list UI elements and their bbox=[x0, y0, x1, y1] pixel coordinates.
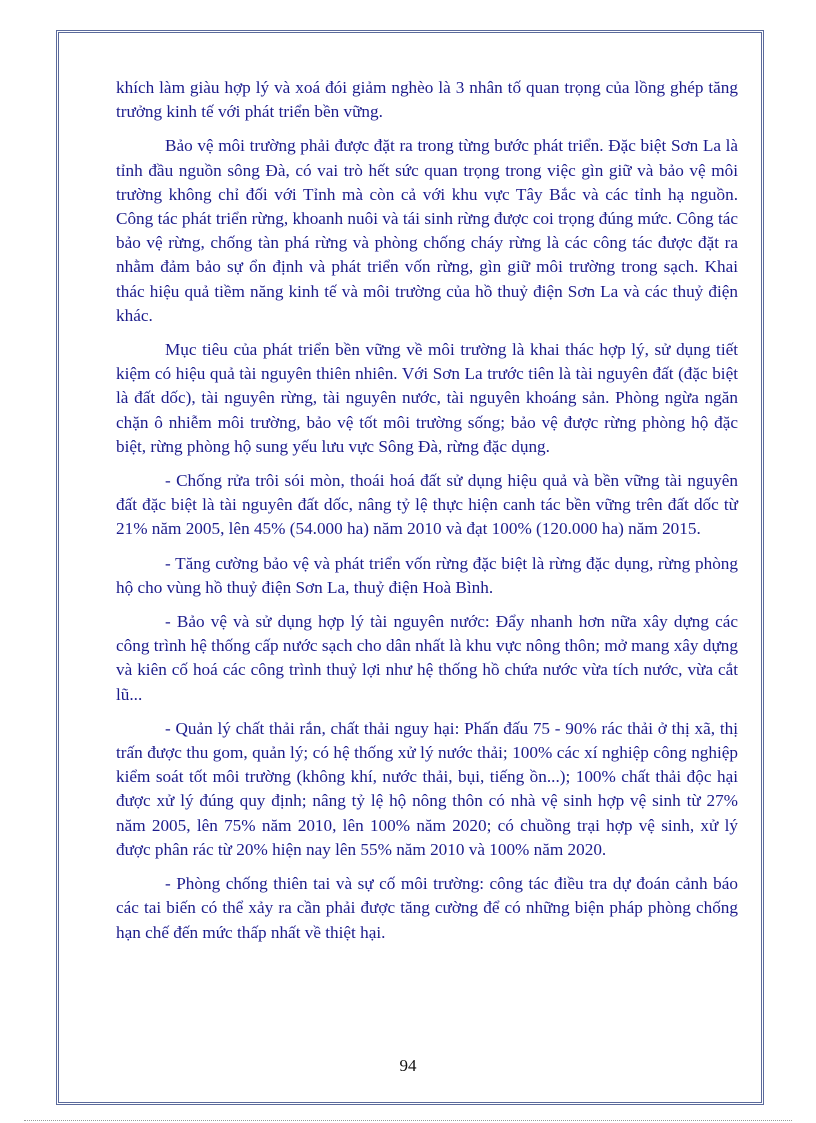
paragraph-sustainable-goal: Mục tiêu của phát triển bền vững về môi trường là khai thác hợp lý, sử dụng tiết kiệm có hiệu quả tài nguyên thiên nhiên. Với Sơn La trước tiên là tài nguyên đất (đặc biệt là đất dốc), tài nguyên rừng, tài nguyên nước, tài nguyên khoáng sản. Phòng ngừa ngăn chặn ô nhiễm môi trường, bảo vệ tốt môi trường sống; bảo vệ được rừng phòng hộ đặc biệt, rừng phòng hộ sung yếu lưu vực Sông Đà, rừng đặc dụng. bbox=[116, 340, 738, 456]
bullet-water-resources: - Bảo vệ và sử dụng hợp lý tài nguyên nước: Đẩy nhanh hơn nữa xây dựng các công trình hệ thống cấp nước sạch cho dân nhất là khu vực nông thôn; mở mang xây dựng và kiên cố hoá các công trình thuỷ lợi như hệ thống hồ chứa nước vừa tích nước, vừa cắt lũ... bbox=[116, 612, 738, 704]
page-number: 94 bbox=[399, 1056, 417, 1075]
bullet-erosion-prevention: - Chống rửa trôi sói mòn, thoái hoá đất sử dụng hiệu quả và bền vững tài nguyên đất đặc biệt là tài nguyên đất dốc, nâng tỷ lệ thực hiện canh tác bền vững trên đất dốc từ 21% năm 2005, lên 45% (54.000 ha) năm 2010 và đạt 100% (120.000 ha) năm 2015. bbox=[116, 471, 738, 539]
bullet-forest-protection: - Tăng cường bảo vệ và phát triển vốn rừng đặc biệt là rừng đặc dụng, rừng phòng hộ cho vùng hồ thuỷ điện Sơn La, thuỷ điện Hoà Bình. bbox=[116, 553, 738, 597]
paragraph-environment-protection: Bảo vệ môi trường phải được đặt ra trong từng bước phát triển. Đặc biệt Sơn La là tỉnh đầu nguồn sông Đà, có vai trò hết sức quan trọng trong việc gìn giữ và bảo vệ môi trường không chỉ đối với Tỉnh mà còn cả với khu vực Tây Bắc và các tỉnh hạ nguồn. Công tác phát triển rừng, khoanh nuôi và tái sinh rừng được coi trọng đúng mức. Công tác bảo vệ rừng, chống tàn phá rừng và phòng chống cháy rừng là các công tác được đặt ra nhằm đảm bảo sự ổn định và phát triển vốn rừng, gìn giữ môi trường trong sạch. Khai thác hiệu quả tiềm năng kinh tế và môi trường của hồ thuỷ điện Sơn La và các thuỷ điện khác. bbox=[116, 136, 738, 325]
footer-divider bbox=[24, 1120, 792, 1121]
bullet-disaster-prevention: - Phòng chống thiên tai và sự cố môi trường: công tác điều tra dự đoán cảnh báo các tai biến có thể xảy ra cần phải được tăng cường để có những biện pháp phòng chống hạn chế đến mức thấp nhất về thiệt hại. bbox=[116, 874, 738, 942]
paragraph-continuation: khích làm giàu hợp lý và xoá đói giảm nghèo là 3 nhân tố quan trọng của lồng ghép tăng trưởng kinh tế với phát triển bền vững. bbox=[116, 78, 738, 122]
bullet-waste-management: - Quản lý chất thải rắn, chất thải nguy hại: Phấn đấu 75 - 90% rác thải ở thị xã, thị trấn được thu gom, quản lý; có hệ thống xử lý nước thải; 100% các xí nghiệp công nghiệp kiểm soát tốt môi trường (không khí, nước thải, bụi, tiếng ồn...); 100% chất thải độc hại được xử lý đúng quy định; nâng tỷ lệ hộ nông thôn có nhà vệ sinh hợp vệ sinh từ 27% năm 2005, lên 75% năm 2010, lên 100% năm 2020; có chuồng trại hợp vệ sinh, xử lý được phân rác từ 20% hiện nay lên 55% năm 2010 và 100% năm 2020. bbox=[116, 718, 738, 859]
document-body bbox=[116, 76, 738, 955]
